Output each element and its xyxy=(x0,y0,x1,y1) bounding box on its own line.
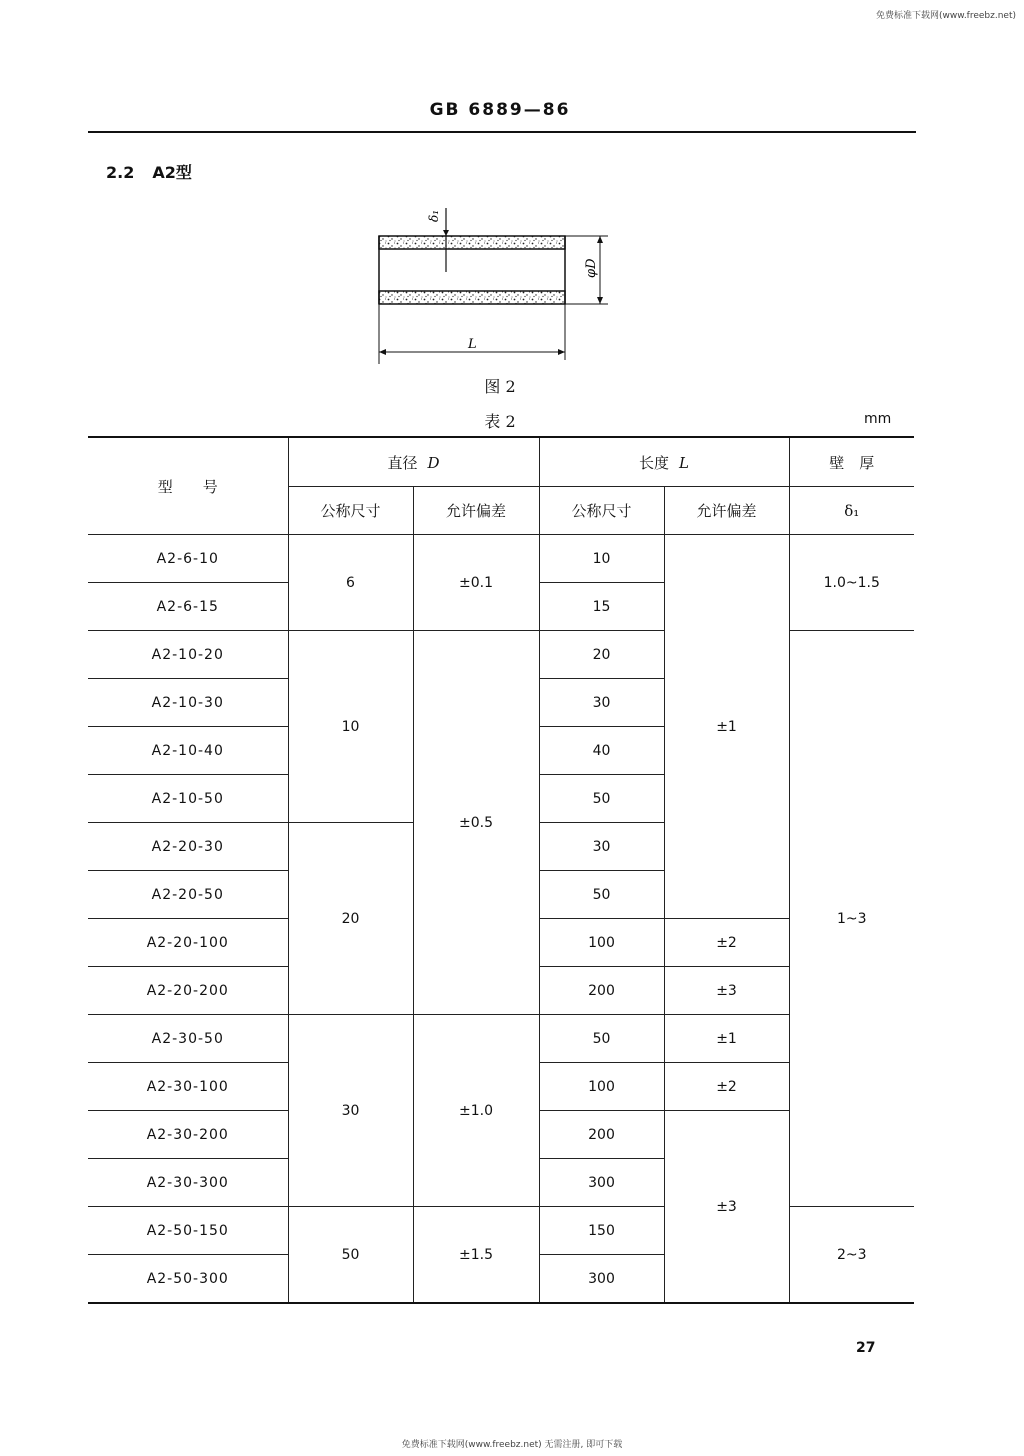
diameter-nominal-cell: 50 xyxy=(288,1207,413,1304)
standard-code-header: GB 6889—86 xyxy=(429,100,571,120)
length-nominal-cell: 200 xyxy=(539,967,664,1015)
length-tolerance-cell: ±3 xyxy=(664,967,789,1015)
length-nominal-cell: 50 xyxy=(539,871,664,919)
table-row xyxy=(88,631,914,679)
length-tolerance-cell: ±2 xyxy=(664,1063,789,1111)
header-diameter-tolerance: 允许偏差 xyxy=(413,487,539,535)
model-cell: A2-30-200 xyxy=(88,1111,288,1159)
tube-figure xyxy=(360,200,630,370)
length-nominal-cell: 10 xyxy=(539,535,664,583)
table-header-row xyxy=(88,437,914,487)
model-cell: A2-6-15 xyxy=(88,583,288,631)
diameter-tolerance-cell: ±0.5 xyxy=(413,631,539,1015)
model-cell: A2-50-300 xyxy=(88,1255,288,1304)
watermark-top: 免费标准下载网(www.freebz.net) xyxy=(876,11,1016,21)
table-row xyxy=(88,535,914,583)
length-nominal-cell: 200 xyxy=(539,1111,664,1159)
diameter-nominal-cell: 10 xyxy=(288,631,413,823)
header-length-nominal: 公称尺寸 xyxy=(539,487,664,535)
model-cell: A2-30-100 xyxy=(88,1063,288,1111)
header-diameter: 直径 D xyxy=(288,437,539,487)
length-nominal-cell: 100 xyxy=(539,919,664,967)
model-cell: A2-10-30 xyxy=(88,679,288,727)
length-nominal-cell: 300 xyxy=(539,1255,664,1304)
model-cell: A2-6-10 xyxy=(88,535,288,583)
header-wall: 壁 厚 xyxy=(789,437,914,487)
wall-thickness-cell: 1~3 xyxy=(789,631,914,1207)
model-cell: A2-20-100 xyxy=(88,919,288,967)
header-rule xyxy=(88,131,916,133)
section-title: A2型 xyxy=(152,163,192,182)
diameter-tolerance-cell: ±0.1 xyxy=(413,535,539,631)
spec-table xyxy=(88,436,914,1304)
header-length: 长度 L xyxy=(539,437,789,487)
length-nominal-cell: 50 xyxy=(539,1015,664,1063)
length-nominal-cell: 30 xyxy=(539,823,664,871)
length-tolerance-cell: ±3 xyxy=(664,1111,789,1304)
page-number: 27 xyxy=(856,1340,876,1356)
model-cell: A2-10-20 xyxy=(88,631,288,679)
model-cell: A2-50-150 xyxy=(88,1207,288,1255)
tube-lower-wall xyxy=(379,291,565,304)
unit-label: mm xyxy=(864,411,892,427)
figure-caption: 图 2 xyxy=(484,377,516,396)
table-caption: 表 2 xyxy=(484,412,516,431)
diameter-nominal-cell: 20 xyxy=(288,823,413,1015)
model-cell: A2-30-50 xyxy=(88,1015,288,1063)
length-nominal-cell: 100 xyxy=(539,1063,664,1111)
header-length-tolerance: 允许偏差 xyxy=(664,487,789,535)
wall-thickness-label: δ₁ xyxy=(427,209,441,222)
wall-thickness-cell: 2~3 xyxy=(789,1207,914,1304)
header-wall-symbol: δ₁ xyxy=(789,487,914,535)
length-nominal-cell: 15 xyxy=(539,583,664,631)
wall-thickness-cell: 1.0~1.5 xyxy=(789,535,914,631)
diameter-tolerance-cell: ±1.5 xyxy=(413,1207,539,1304)
length-nominal-cell: 20 xyxy=(539,631,664,679)
length-tolerance-cell: ±1 xyxy=(664,1015,789,1063)
diameter-label: φD xyxy=(584,258,599,278)
model-cell: A2-30-300 xyxy=(88,1159,288,1207)
length-tolerance-cell: ±2 xyxy=(664,919,789,967)
header-model: 型 号 xyxy=(88,437,288,535)
section-number: 2.2 xyxy=(106,163,135,182)
section-heading xyxy=(106,160,210,183)
length-label: L xyxy=(468,337,477,352)
length-nominal-cell: 40 xyxy=(539,727,664,775)
diameter-nominal-cell: 6 xyxy=(288,535,413,631)
header-diameter-nominal: 公称尺寸 xyxy=(288,487,413,535)
tube-upper-wall xyxy=(379,236,565,249)
model-cell: A2-20-50 xyxy=(88,871,288,919)
table-row xyxy=(88,1207,914,1255)
model-cell: A2-20-30 xyxy=(88,823,288,871)
model-cell: A2-10-40 xyxy=(88,727,288,775)
length-tolerance-cell: ±1 xyxy=(664,535,789,919)
watermark-bottom: 免费标准下载网(www.freebz.net) 无需注册, 即可下载 xyxy=(401,1440,623,1450)
length-nominal-cell: 50 xyxy=(539,775,664,823)
model-cell: A2-20-200 xyxy=(88,967,288,1015)
length-nominal-cell: 150 xyxy=(539,1207,664,1255)
diameter-tolerance-cell: ±1.0 xyxy=(413,1015,539,1207)
model-cell: A2-10-50 xyxy=(88,775,288,823)
diameter-nominal-cell: 30 xyxy=(288,1015,413,1207)
length-nominal-cell: 30 xyxy=(539,679,664,727)
length-nominal-cell: 300 xyxy=(539,1159,664,1207)
